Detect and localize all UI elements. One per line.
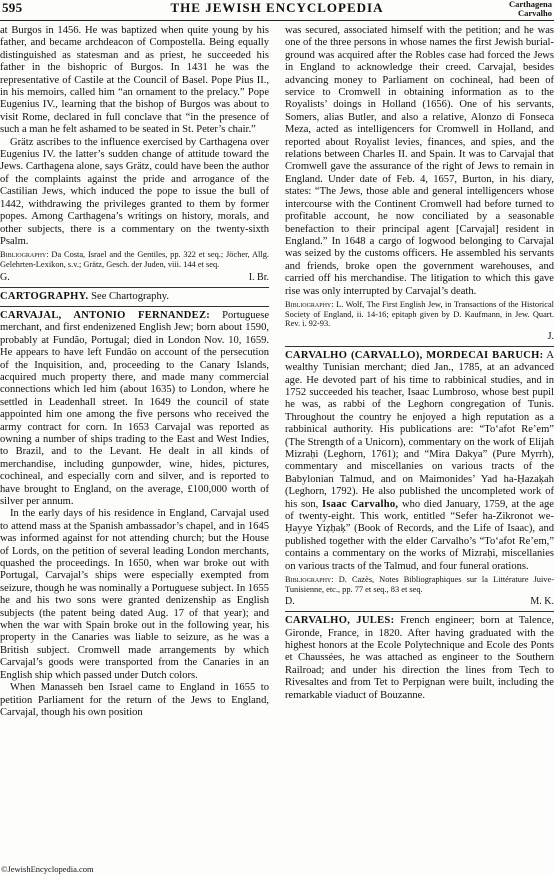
signature-left: G. <box>0 271 10 283</box>
cross-reference: See Chartography. <box>91 290 169 302</box>
carvajal-continuation: was secured, associated himself with the petition; and he was one of the three persons in whose names the first Jewish burial-ground was acquired after the Robles case had forced the Jews in England to acknowledge their creed. Carvajal, besides advancing money to Parliament on cochineal, had been of service to Cromwell in obtaining information as to the Royalists’ doings in Holland (1656). One of his servants, Somers, alias Butler, and also a relative, Alonzo di Fonseca Meza, acted as intelligencers for Cromwell in Holland, and reported about Royalist levies, finances, and spies, and the relations between Charles II. and Spain. It was to Carvajal that Cromwell gave the assurance of the right of Jews to remain in England. Under date of Feb. 4, 1657, Burton, in his diary, states: “The Jews, those able and general intelligencers whose intercourse with the Continent Cromwell had before turned to profitable account, he now conciliated by a seasonable benefaction to their principal agent [Carvajal] resident in England.” In 1648 a cargo of logwood belonging to Carvajal was seized by the customs officers. He assembled his servants and friends, broke open the government warehouses, and carried off his merchandise. The litigation to which this gave rise was only interrupted by Carvajal’s death. <box>285 25 554 297</box>
entry-carvalho-mordecai <box>285 350 554 573</box>
left-column <box>0 25 269 719</box>
bibliography-carthagena <box>0 250 269 269</box>
signature-carvajal <box>285 331 554 343</box>
entry-carvalho-jules <box>285 615 554 702</box>
carthagena-continuation: at Burgos in 1456. He was baptized when quite young by his father, and became archdeacon of Compostella. Being equally distinguished as statesman and as priest, he succeeded his father in the bishopric of Burgos. In 1431 he was the representative of Castile at the Council of Basel. Pope Pius II., in his memoirs, called him “an ornament to the prelacy.” Pope Eugenius IV., learning that the bishop of Burgos was about to visit Rome, declared in full conclave that “in the presence of such a man he felt ashamed to be seated in St. Peter’s chair.” <box>0 25 269 136</box>
bibliography-carvalho <box>285 575 554 594</box>
entry-heading-carvajal: CARVAJAL, ANTONIO FERNANDEZ: <box>0 309 211 321</box>
bibliography-label: Bibliography: <box>285 299 334 309</box>
catchwords <box>509 0 552 18</box>
bibliography-label: Bibliography: <box>0 250 49 260</box>
bibliography-label: Bibliography: <box>285 575 334 585</box>
carvajal-paragraph-3: When Manasseh ben Israel came to England in 1655 to petition Parliament for the return of the Jews to England, Carvajal, though his own position <box>0 682 269 718</box>
entry-cartography <box>0 291 269 303</box>
bibliography-text: L. Wolf, The First English Jew, in Transactions of the Historical Society of England, ii. 14-16; epitaph given by D. Kaufmann, in Jew. Quart. Rev. i. 92-93. <box>285 299 554 329</box>
entry-divider <box>0 306 269 307</box>
running-title: THE JEWISH ENCYCLOPEDIA <box>170 0 384 15</box>
jules-paragraph-1: French engineer; born at Talence, Gironde, France, in 1820. After having graduated with the highest honors at the Ecole Polytechnique and Ecole des Ponts et Chaussées, he was attached as engineer to the Southern Railroad; and under his direction the lines from Tech to Rivesaltes and from Tet to Perpignan were built, including the remarkable viaduct of Bouzanne. <box>285 615 554 701</box>
carvalho-isaac-name: Isaac Carvalho, <box>321 498 399 510</box>
entry-heading-carvalho-mordecai: CARVALHO (CARVALLO), MORDECAI BARUCH: <box>285 349 544 361</box>
catchword-bottom: Carvalho <box>518 8 552 18</box>
right-column <box>285 25 554 702</box>
signature-carvalho <box>285 596 554 608</box>
signature-carthagena <box>0 272 269 284</box>
entry-carvajal <box>0 310 269 509</box>
carvajal-paragraph-2: In the early days of his residence in England, Carvajal used to attend mass at the Spanish ambassador’s chapel, and in 1645 was informed against for not attending church; but the House of Lords, on the petition of several leading London merchants, quashed the proceedings. In 1650, when war broke out with Portugal, Carvajal’s ships were especially exempted from seizure, though he was nominally a Portuguese subject. In 1655 he and his two sons were granted denizenship as English subjects (the patent being dated Aug. 17 of that year); and when the war with Spain broke out in the following year, his property in the Canaries was liable to seizure, as he was a British subject. Cromwell made arrangements by which Carvajal’s goods were transported from the Canaries in an English ship which passed under Dutch colors. <box>0 508 269 681</box>
signature-right: M. K. <box>530 596 554 608</box>
carvajal-paragraph-1: Portuguese merchant, and first endenizened English Jew; born about 1590, probably at Fundão, Portugal; died in London Nov. 10, 1659. He appears to have left Fundão on account of the persecution of the Inquisition, and, proceeding to the Canary Islands, acquired much property there, and made many commercial connections which led him (about 1635) to London, where he settled in Leadenhall street. In 1649 the council of state appointed him one among the five persons who received the army contract for corn. In 1653 Carvajal was reported as owning a number of ships trading to the East and West Indies, to Brazil, and to the Levant. He dealt in all kinds of merchandise, including gunpowder, wine, hides, pictures, cochineal, and especially corn and silver, and is reported to have brought to England, on the average, £100,000 worth of silver per annum. <box>0 309 269 507</box>
entry-divider <box>0 287 269 288</box>
carvalho-paragraph-1: A wealthy Tunisian merchant; died Jan., 1785, at an advanced age. He devoted part of his time to rabbinical studies, and in 1752 succeeded his teacher, Isaac Lumbroso, whose best pupil he was, as rabbi of the Leghorn congregation of Tunis. Throughout the country he enjoyed a high reputation as a rabbinical authority. His publications are: “To‘afot Re’em” (The Strength of a Unicorn), commentary on the work of Elijah Mizraḥi (Leghorn, 1761); and “Mira Dakya” (Pure Myrrh), commentary and miscellanies on various tracts of the Babylonian Talmud, and on Maimonides’ Yad ha-Ḥazaḳah (Leghorn, 1792). He also published the uncompleted work of his son, <box>285 349 554 510</box>
signature-right: I. Br. <box>248 271 269 283</box>
page-number: 595 <box>2 0 23 15</box>
signature-right: J. <box>547 330 554 342</box>
catchword-top: Carthagena <box>509 0 552 9</box>
entry-divider <box>285 611 554 612</box>
source-watermark: ©JewishEncyclopedia.com <box>1 864 94 874</box>
carvalho-paragraph-1b: who died January, 1759, at the age of twenty-eight. This work, entitled “Sefer ha-Zikronot we-Ḥayye Yiẓḥaḳ” (Book of Records, and the Life of Isaac), and published together with the elder Carvalho’s “To‘afot Re’em,” contains a commentary on the works of Mizraḥi, miscellanies on various tracts of the Talmud, and four funeral orations. <box>285 498 554 572</box>
carthagena-graetz-paragraph: Grätz ascribes to the influence exercised by Carthagena over Eugenius IV. the latter’s sudden change of attitude toward the Jews. Carthagena alone, says Grätz, could have been the author of the complaints against the pride and arrogance of the Castilian Jews, which induced the pope to issue the bull of 1442, withdrawing the privileges granted to them by former popes. Among Carthagena’s writings on history, morals, and other subjects, there is a commentary on the twenty-sixth Psalm. <box>0 136 269 247</box>
entry-heading-carvalho-jules: CARVALHO, JULES: <box>285 615 395 627</box>
header-rule <box>0 20 554 21</box>
signature-left: D. <box>285 596 295 608</box>
entry-divider <box>285 346 554 347</box>
bibliography-text: Da Costa, Israel and the Gentiles, pp. 322 et seq.; Jöcher, Allg. Gelehrten-Lexikon, s.v.; Grätz, Gesch. der Juden, viii. 144 et seq. <box>0 250 269 269</box>
bibliography-text: D. Cazès, Notes Bibliographiques sur la Littérature Juive-Tunisienne, etc., pp. 77 et seq., 83 et seq. <box>285 575 554 594</box>
bibliography-carvajal <box>285 300 554 329</box>
entry-heading-cartography: CARTOGRAPHY. <box>0 290 89 302</box>
page-header <box>0 0 554 20</box>
